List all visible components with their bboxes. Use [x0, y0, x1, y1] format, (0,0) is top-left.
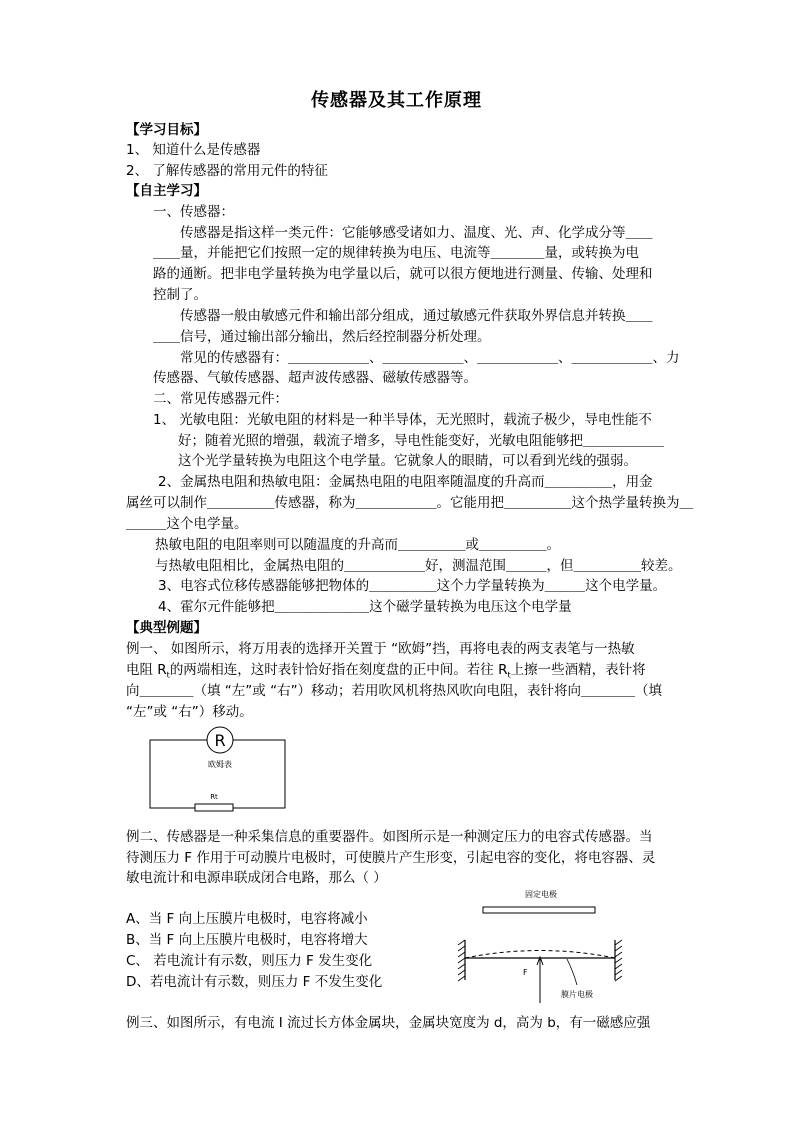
paragraph-line: 热敏电阻的电阻率则可以随温度的升高而＿＿＿＿＿或＿＿＿＿＿。 [155, 537, 560, 553]
ohmmeter-label: 欧姆表 [208, 760, 232, 769]
section-heading-goals: 【学习目标】 [126, 122, 207, 138]
paragraph-line: 传感器一般由敏感元件和输出部分组成，通过敏感元件获取外界信息并转换＿＿ [180, 308, 653, 324]
page-title: 传感器及其工作原理 [311, 90, 482, 111]
example-3-line: 例三、如图所示，有电流 I 流过长方体金属块，金属块宽度为 d，高为 b，有一磁感应强 [126, 1015, 651, 1031]
subscript: t [507, 670, 511, 680]
example-2-line: 敏电流计和电源串联成闭合电路，那么（ ） [126, 870, 387, 886]
paragraph-line: ＿＿＿这个电学量。 [126, 516, 248, 532]
subscript: t [166, 670, 170, 680]
paragraph-line: 1、 光敏电阻：光敏电阻的材料是一种半导体，无光照时，载流子极少，导电性能不 [153, 412, 652, 428]
paragraph-line: 这个光学量转换为电阻这个电学量。它就象人的眼睛，可以看到光线的强弱。 [178, 453, 637, 469]
thermistor-resistor [195, 804, 233, 811]
option-d: D、若电流计有示数，则压力 F 不发生变化 [126, 974, 383, 990]
example-1-text: 上擦一些酒精，表针将 [510, 662, 646, 678]
resistor-label: Rt [210, 793, 218, 801]
example-1-text: 电阻 R [126, 662, 167, 678]
option-c: C、 若电流计有示数，则压力 F 发生变化 [126, 953, 373, 969]
paragraph-line: 传感器、气敏传感器、超声波传感器、磁敏传感器等。 [153, 370, 477, 386]
capacitive-sensor-figure [455, 885, 635, 1007]
left-wall-hatching [458, 940, 465, 981]
paragraph-line: 好；随着光照的增强，载流子增多，导电性能变好，光敏电阻能够把＿＿＿＿＿＿ [178, 433, 664, 449]
paragraph-line: 常见的传感器有：＿＿＿＿＿＿、＿＿＿＿＿＿、＿＿＿＿＿＿、＿＿＿＿＿＿、力 [180, 350, 680, 366]
fixed-electrode-label: 固定电极 [525, 890, 557, 899]
option-a: A、当 F 向上压膜片电极时，电容将减小 [126, 911, 368, 927]
paragraph-line: 控制了。 [153, 287, 207, 303]
section-heading-examples: 【典型例题】 [126, 620, 207, 636]
goal-item: 2、 了解传感器的常用元件的特征 [126, 163, 328, 179]
paragraph-line: 4、霍尔元件能够把＿＿＿＿＿＿＿这个磁学量转换为电压这个电学量 [158, 599, 572, 615]
example-1-line: 例一、 如图所示，将万用表的选择开关置于 “欧姆”挡，再将电表的两支表笔与一热敏 [126, 641, 635, 657]
example-1-line: “左”或 “右”）移动。 [126, 704, 253, 720]
right-wall-hatching [615, 940, 622, 981]
paragraph-line: 属丝可以制作＿＿＿＿＿传感器，称为＿＿＿＿＿＿。它能用把＿＿＿＿＿这个热学量转换为＿ [126, 495, 693, 511]
paragraph-line: 传感器是指这样一类元件：它能够感受诸如力、温度、光、声、化学成分等＿＿ [180, 225, 653, 241]
paragraph-line: 2、金属热电阻和热敏电阻：金属热电阻的电阻率随温度的升高而＿＿＿＿＿，用金 [158, 474, 653, 490]
example-1-text: 的两端相连，这时表针恰好指在刻度盘的正中间。若往 R [169, 662, 508, 678]
paragraph-line: 3、电容式位移传感器能够把物体的＿＿＿＿＿这个力学量转换为＿＿＿这个电学量。 [158, 578, 667, 594]
film-label-leader [567, 959, 577, 985]
example-2-line: 例二、传感器是一种采集信息的重要器件。如图所示是一种测定压力的电容式传感器。当 [126, 829, 653, 845]
example-2-line: 待测压力 F 作用于可动膜片电极时，可使膜片产生形变，引起电容的变化，将电容器、灵 [126, 850, 656, 866]
fixed-electrode [483, 907, 595, 913]
subsection-heading: 二、常见传感器元件： [153, 391, 288, 407]
example-1-line: 向＿＿＿＿（填 “左”或 “右”）移动；若用吹风机将热风吹向电阻，表针将向＿＿＿＿（填 [126, 683, 663, 699]
paragraph-line: ＿＿量，并能把它们按照一定的规律转换为电压、电流等＿＿＿＿量，或转换为电 [153, 245, 639, 261]
paragraph-line: ＿＿信号，通过输出部分输出，然后经控制器分析处理。 [153, 329, 491, 345]
ohmmeter-circuit-figure [140, 725, 300, 815]
ohmmeter-symbol: R [214, 731, 226, 750]
section-heading-self-study: 【自主学习】 [126, 183, 207, 199]
paragraph-line: 与热敏电阻相比，金属热电阻的＿＿＿＿＿＿好，测温范围＿＿＿，但＿＿＿＿＿较差。 [155, 558, 682, 574]
paragraph-line: 路的通断。把非电学量转换为电学量以后，就可以很方便地进行测量、传输、处理和 [153, 266, 653, 282]
goal-item: 1、 知道什么是传感器 [126, 142, 261, 158]
subsection-heading: 一、传感器： [153, 204, 234, 220]
option-b: B、当 F 向上压膜片电极时，电容将增大 [126, 932, 368, 948]
force-label: F [523, 968, 528, 977]
film-electrode-label: 膜片电极 [561, 990, 593, 999]
